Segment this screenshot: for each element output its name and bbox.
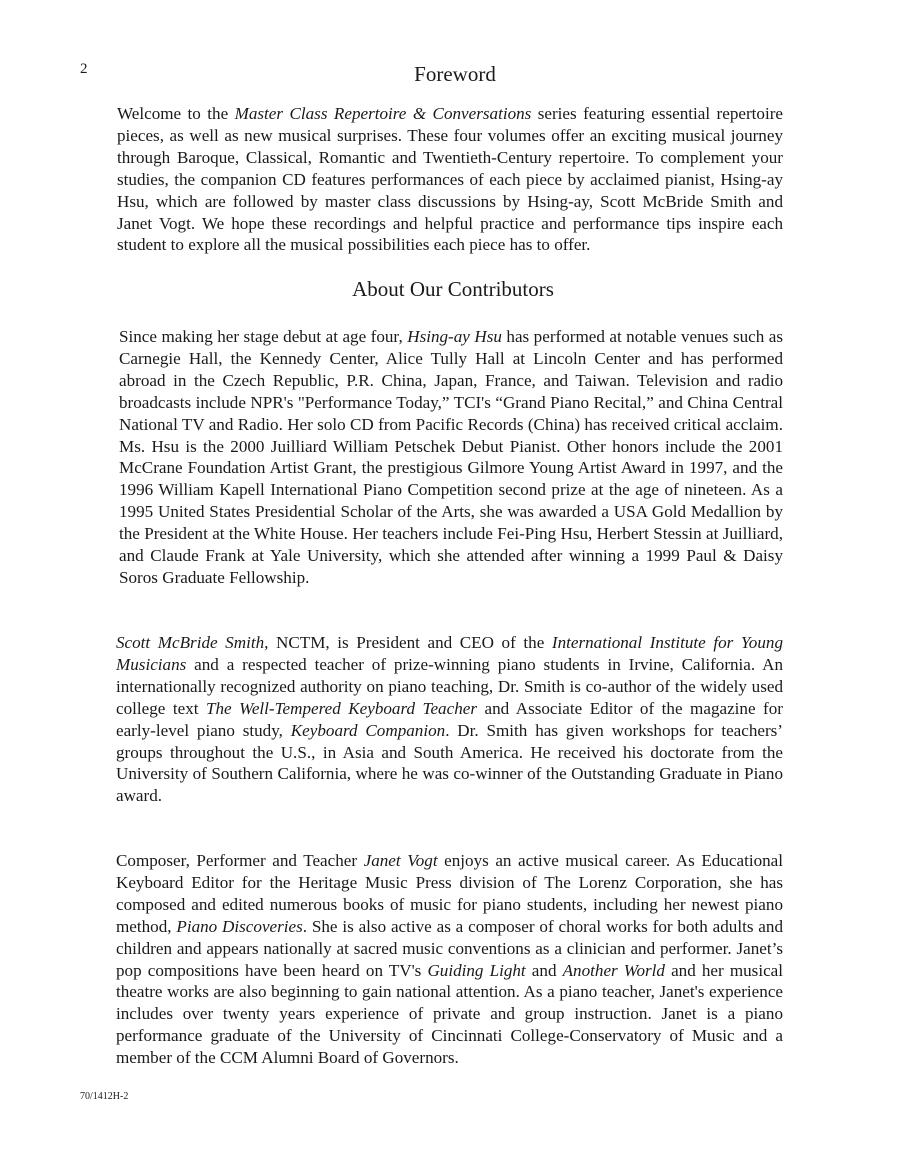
text-run: and her musical theatre works are also beginning to gain national attention. As a piano teacher, Janet's experience includes over twenty years experience of private and group instruction. Janet is a piano performance graduate of the University of Cincinnati College-Conservatory of Music and a member of the CCM Alumni Board of Governors. [116,960,783,1068]
bio-hsu-paragraph [119,326,783,589]
contributors-heading: About Our Contributors [352,277,554,301]
text-run: enjoys an active musical career. As Educational Keyboard Editor for the Heritage Music Press division of The Lorenz Corporation, she has composed and edited numerous books of music for piano students, including her newest piano method, [116,851,783,936]
italic-text: The Well-Tempered Keyboard Teacher [206,698,477,718]
text-run: series featuring essential repertoire pieces, as well as new musical surprises. These four volumes offer an exciting musical journey through Baroque, Classical, Romantic and Twentieth-Century repertoire. To complement your studies, the companion CD features performances of each piece by acclaimed pianist, Hsing-ay Hsu, which are followed by master class discussions by Hsing-ay, Scott McBride Smith and Janet Vogt. We hope these recordings and helpful practice and performance tips inspire each student to explore all the musical possibilities each piece has to offer. [117,104,783,255]
text-run: and a respected teacher of prize-winning piano students in Irvine, California. An internationally recognized authority on piano teaching, Dr. Smith is co-author of the widely used college text [116,654,783,718]
italic-text: Janet Vogt [363,851,438,870]
text-run: Since making her stage debut at age four, [119,327,408,346]
italic-text: Keyboard Companion [290,720,446,740]
italic-text: Scott McBride Smith [116,633,265,652]
text-run: and Associate Editor of the magazine for early-level piano study, [116,698,783,740]
bio-vogt-paragraph [116,850,783,1069]
page-number: 2 [80,61,88,77]
foreword-paragraph [117,103,783,256]
foreword-heading: Foreword [414,62,496,86]
text-run: Welcome to the [117,104,235,123]
italic-text: Piano Discoveries [176,916,303,936]
italic-text: Master Class Repertoire & Conversations [234,104,532,123]
italic-text: Guiding Light [427,960,526,980]
catalog-code: 70/1412H-2 [80,1091,129,1102]
italic-text: Another World [562,960,665,980]
bio-smith-paragraph [116,632,783,807]
text-run: . She is also active as a composer of choral works for both adults and children and appears nationally at sacred music conventions as a clinician and performer. Janet’s pop compositions have been heard on TV's [116,916,783,980]
italic-text: International Institute for Young Musicians [116,633,783,674]
italic-text: Hsing-ay Hsu [407,327,502,346]
text-run: , NCTM, is President and CEO of the [264,633,552,652]
text-run: has performed at notable venues such as Carnegie Hall, the Kennedy Center, Alice Tully Hall at Lincoln Center and has performed abroad in the Czech Republic, P.R. China, Japan, France, and Taiwan. Television and radio broadcasts include NPR's "Performance Today,” TCI's “Grand Piano Recital,” and China Central National TV and Radio. Her solo CD from Pacific Records (China) has received critical acclaim. Ms. Hsu is the 2000 Juilliard William Petschek Debut Pianist. Other honors include the 2001 McCrane Foundation Artist Grant, the prestigious Gilmore Young Artist Award in 1997, and the 1996 William Kapell International Piano Competition second prize at the age of nineteen. As a 1995 United States Presidential Scholar of the Arts, she was awarded a USA Gold Medallion by the President at the White House. Her teachers include Fei-Ping Hsu, Herbert Stessin at Juilliard, and Claude Frank at Yale University, which she attended after winning a 1999 Paul & Daisy Soros Graduate Fellowship. [119,327,784,587]
text-run: and [525,960,563,980]
text-run: Composer, Performer and Teacher [116,851,364,870]
text-run: . Dr. Smith has given workshops for teachers’ groups throughout the U.S., in Asia and South America. He received his doctorate from the University of Southern California, where he was co-winner of the Outstanding Graduate in Piano award. [116,720,783,806]
